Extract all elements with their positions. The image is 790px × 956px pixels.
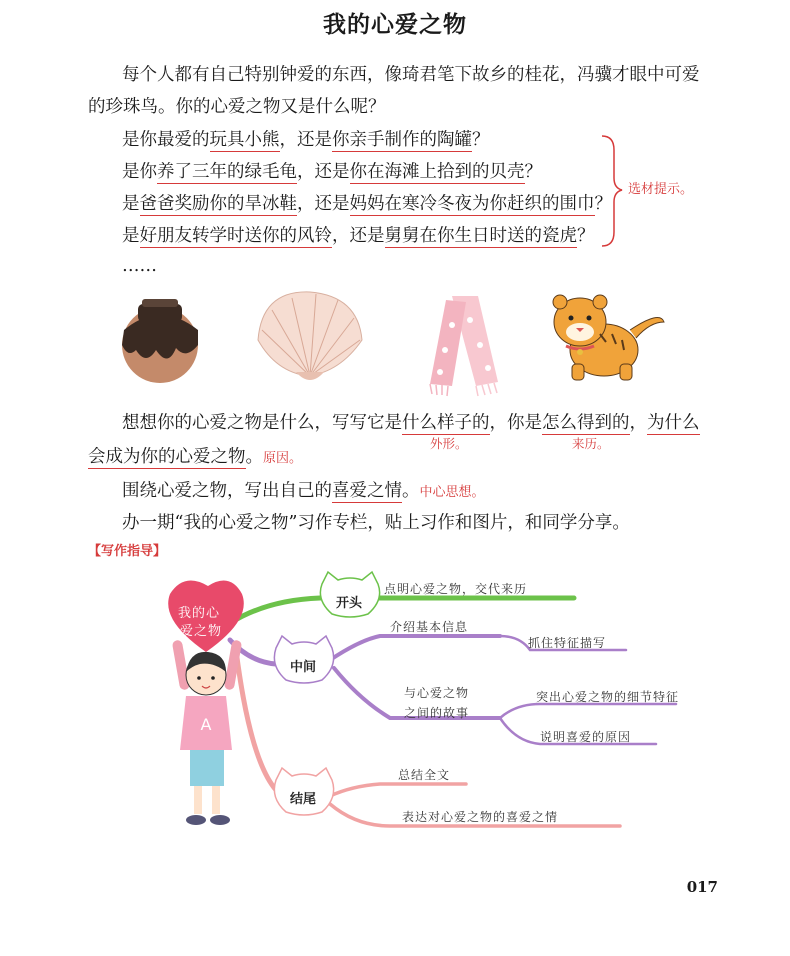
- middle-a: 介绍基本信息: [390, 620, 469, 634]
- prompt-line-3: 是爸爸奖励你的旱冰鞋，还是妈妈在寒冷冬夜为你赶织的围巾？: [122, 194, 612, 214]
- branch-end: [236, 650, 276, 790]
- para2-line-2: 会成为你的心爱之物。原因。: [88, 447, 303, 467]
- intro-line-2: 的珍珠鸟。你的心爱之物又是什么呢？: [88, 97, 386, 117]
- middle-b-y: 说明喜爱的原因: [540, 730, 632, 744]
- para2-line-1: 想想你的心爱之物是什么，写写它是什么样子的，你是怎么得到的，为什么: [122, 413, 700, 433]
- prompt-line-1: 是你最爱的玩具小熊，还是你亲手制作的陶罐？: [122, 130, 490, 150]
- para3: 围绕心爱之物，写出自己的喜爱之情。中心思想。: [122, 481, 485, 501]
- svg-text:A: A: [200, 715, 212, 734]
- end-b: 表达对心爱之物的喜爱之情: [402, 810, 559, 824]
- node-middle: 中间: [290, 660, 317, 675]
- middle-b2: 之间的故事: [404, 706, 470, 720]
- note-origin: 来历。: [572, 436, 610, 451]
- brace-note: 选材提示。: [628, 182, 694, 197]
- page-title: 我的心爱之物: [323, 11, 467, 38]
- node-end: 结尾: [290, 792, 317, 807]
- end-a: 总结全文: [398, 768, 451, 782]
- intro-line-1: 每个人都有自己特别钟爱的东西，像琦君笔下故乡的桂花，冯骥才眼中可爱: [122, 65, 700, 85]
- page-number: 017: [686, 878, 718, 896]
- mindmap-center-line1: 我的心: [178, 606, 221, 621]
- ellipsis: ……: [122, 256, 157, 276]
- para4: 办一期“我的心爱之物”习作专栏，贴上习作和图片，和同学分享。: [122, 513, 630, 533]
- prompt-line-2: 是你养了三年的绿毛龟，还是你在海滩上拾到的贝壳？: [122, 162, 542, 182]
- middle-a1: 抓住特征描写: [528, 636, 607, 650]
- prompt-line-4: 是好朋友转学时送你的风铃，还是舅舅在你生日时送的瓷虎？: [122, 226, 595, 246]
- mindmap-center-line2: 爱之物: [180, 624, 223, 639]
- writing-guide-label: 【写作指导】: [88, 544, 167, 559]
- note-shape: 外形。: [430, 436, 468, 451]
- middle-b-x: 突出心爱之物的细节特征: [536, 690, 680, 704]
- start-text: 点明心爱之物，交代来历: [384, 582, 528, 596]
- middle-b1: 与心爱之物: [404, 686, 470, 700]
- node-start: 开头: [336, 596, 363, 611]
